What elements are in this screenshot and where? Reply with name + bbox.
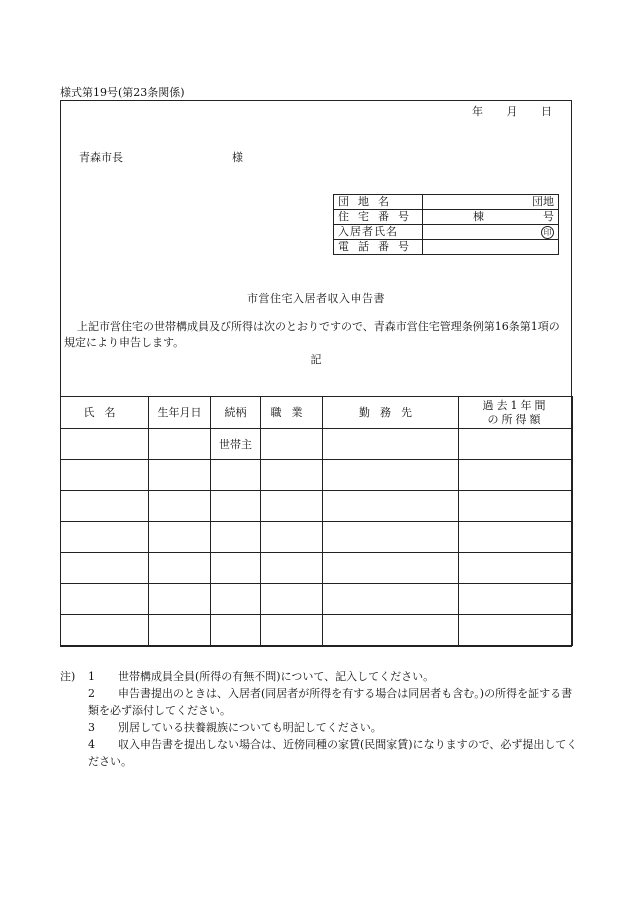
note-number: 2 (88, 687, 95, 700)
table-cell[interactable] (211, 522, 261, 553)
info-row-danchi (334, 195, 559, 210)
table-cell[interactable] (459, 522, 573, 553)
table-cell[interactable] (323, 553, 459, 584)
table-cell[interactable] (149, 615, 211, 646)
table-cell[interactable] (61, 615, 149, 646)
table-cell[interactable] (261, 460, 323, 491)
table-row (61, 584, 573, 615)
table-cell[interactable] (323, 584, 459, 615)
table-row (61, 615, 573, 646)
info-row-resident-name (334, 225, 559, 240)
header-occupation: 職業 (261, 397, 323, 429)
table-cell[interactable] (211, 460, 261, 491)
table-cell[interactable] (61, 522, 149, 553)
info-value[interactable] (423, 210, 559, 225)
info-row-house-number (334, 210, 559, 225)
table-cell[interactable] (323, 460, 459, 491)
table-cell[interactable] (459, 460, 573, 491)
note-item (60, 668, 580, 685)
note-text: 世帯構成員全員(所得の有無不問)について、記入してください。 (118, 670, 435, 683)
table-row (61, 460, 573, 491)
info-value[interactable] (423, 225, 559, 240)
table-cell[interactable] (149, 553, 211, 584)
form-number: 様式第19号(第23条関係) (60, 86, 185, 99)
info-value[interactable] (423, 240, 559, 255)
table-cell[interactable] (261, 615, 323, 646)
header-workplace: 勤務先 (323, 397, 459, 429)
header-income: 過去1年間 の所得額 (459, 397, 573, 429)
date-line: 年 月 日 (472, 105, 552, 118)
household-members-table (60, 396, 573, 646)
table-cell[interactable] (61, 491, 149, 522)
table-cell[interactable] (149, 491, 211, 522)
note-item (60, 685, 580, 719)
info-label: 電話番号 (334, 240, 423, 255)
table-cell[interactable] (61, 553, 149, 584)
notes (60, 668, 580, 770)
table-cell[interactable] (61, 584, 149, 615)
note-number: 1 (88, 670, 95, 683)
table-cell[interactable] (323, 491, 459, 522)
header-name: 氏名 (61, 397, 149, 429)
unit-number: 号 (543, 210, 554, 223)
notes-lead: 注) (60, 670, 76, 683)
header-birthdate: 生年月日 (149, 397, 211, 429)
table-cell[interactable] (149, 584, 211, 615)
honorific: 様 (232, 151, 243, 164)
info-row-phone (334, 240, 559, 255)
table-cell[interactable] (261, 584, 323, 615)
note-number: 4 (88, 738, 95, 751)
note-item (60, 719, 580, 736)
table-cell[interactable] (211, 491, 261, 522)
info-label: 団地名 (334, 195, 423, 210)
table-row (61, 491, 573, 522)
header-relationship: 続柄 (211, 397, 261, 429)
table-cell[interactable] (211, 584, 261, 615)
table-cell[interactable] (459, 584, 573, 615)
table-cell[interactable] (149, 522, 211, 553)
table-cell[interactable] (323, 429, 459, 460)
info-value[interactable]: 団地 (423, 195, 559, 210)
table-row (61, 553, 573, 584)
table-cell[interactable] (459, 491, 573, 522)
table-row (61, 429, 573, 460)
addressee: 青森市長 (79, 151, 123, 164)
table-cell[interactable] (261, 429, 323, 460)
note-item (60, 736, 580, 770)
table-cell[interactable]: 世帯主 (211, 429, 261, 460)
table-header-row (61, 397, 573, 429)
table-cell[interactable] (261, 553, 323, 584)
document-title: 市営住宅入居者収入申告書 (247, 292, 385, 305)
table-cell[interactable] (261, 491, 323, 522)
note-text: 収入申告書を提出しない場合は、近傍同種の家賃(民間家賃)になりますので、必ず提出してください。 (88, 738, 578, 768)
declaration-text: 上記市営住宅の世帯構成員及び所得は次のとおりですので、青森市営住宅管理条例第16条第1項の規定により申告します。 (64, 320, 560, 349)
applicant-info-table (333, 194, 559, 255)
table-cell[interactable] (459, 615, 573, 646)
table-cell[interactable] (459, 553, 573, 584)
note-text: 別居している扶養親族についても明記してください。 (118, 721, 382, 734)
table-cell[interactable] (323, 615, 459, 646)
table-row (61, 522, 573, 553)
table-cell[interactable] (459, 429, 573, 460)
table-cell[interactable] (211, 615, 261, 646)
table-cell[interactable] (261, 522, 323, 553)
table-cell[interactable] (149, 460, 211, 491)
info-label: 住宅番号 (334, 210, 423, 225)
table-cell[interactable] (149, 429, 211, 460)
info-label: 入居者氏名 (334, 225, 423, 240)
unit-building: 棟 (473, 210, 484, 223)
table-cell[interactable] (323, 522, 459, 553)
table-cell[interactable] (61, 460, 149, 491)
table-cell[interactable] (61, 429, 149, 460)
table-cell[interactable] (211, 553, 261, 584)
seal-icon: 印 (541, 226, 554, 239)
ki-marker: 記 (310, 353, 322, 366)
note-text: 申告書提出のときは、入居者(同居者が所得を有する場合は同居者も含む。)の所得を証する書類を必ず添付してください。 (88, 687, 573, 717)
note-number: 3 (88, 721, 95, 734)
